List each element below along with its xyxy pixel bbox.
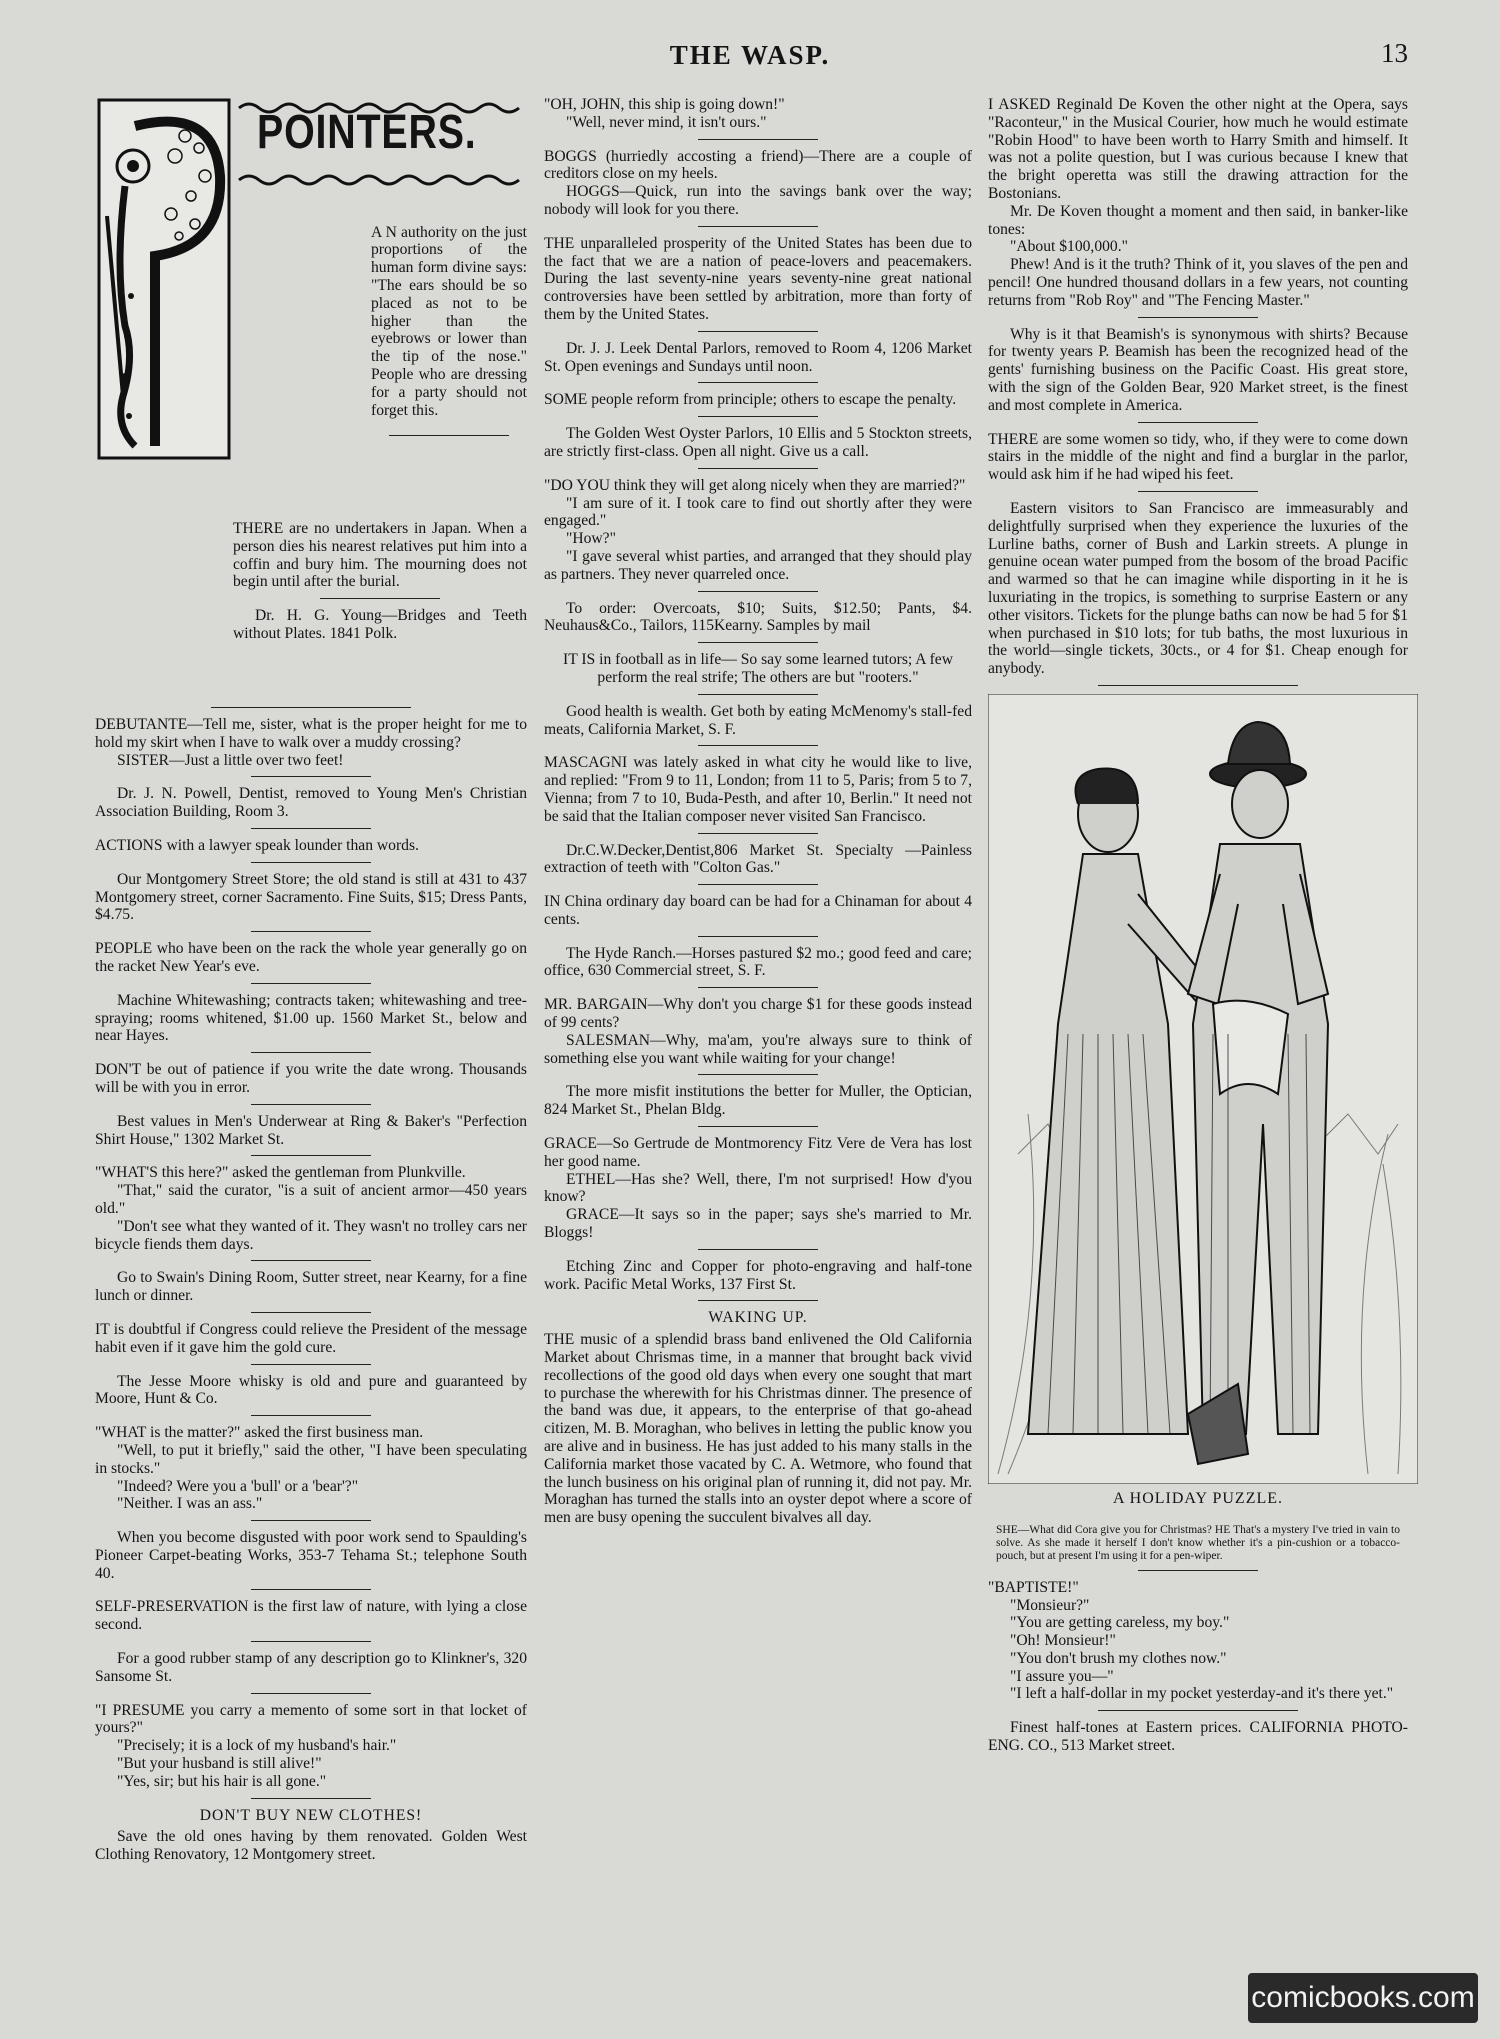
- page-number: 13: [1381, 38, 1408, 68]
- salesman-answer: SALESMAN—Why, ma'am, you're always sure to think of something else you want while waiting for your change!: [544, 1031, 972, 1067]
- divider: [1098, 685, 1298, 686]
- jesse-moore-ad: The Jesse Moore whisky is old and pure and guaranteed by Moore, Hunt & Co.: [95, 1372, 527, 1408]
- careless-line: "You are getting careless, my boy.": [1010, 1614, 1230, 1632]
- married-question: "DO YOU think they will get along nicely when they are married?": [544, 476, 966, 494]
- young-ad: Dr. H. G. Young—Bridges and Teeth without Plates. 1841 Polk.: [233, 607, 527, 642]
- divider: [698, 884, 818, 885]
- divider: [1138, 317, 1258, 318]
- divider: [251, 1641, 371, 1642]
- swain-ad: Go to Swain's Dining Room, Sutter street, near Kearny, for a fine lunch or dinner.: [95, 1269, 527, 1305]
- column-2: [544, 96, 972, 1527]
- pointers-title: POINTERS.: [257, 106, 477, 159]
- divider: [698, 416, 818, 417]
- oyster-parlors-ad: The Golden West Oyster Parlors, 10 Ellis and 5 Stockton streets, are strictly first-class. Open all night. Give us a call.: [544, 425, 972, 460]
- hoggs-paragraph: HOGGS—Quick, run into the savings bank over the way; nobody will look for you there.: [544, 183, 972, 218]
- pacific-metal-ad: Etching Zinc and Copper for photo-engraving and half-tone work. Pacific Metal Works, 137 First St.: [544, 1257, 972, 1293]
- pointers-intro-text: A N authority on the just proportions of the human form divine says: "The ears should be so placed as not to be higher than the eyebrows or lower than the tip of the nose." People who are dressing for a party should not forget this.: [371, 223, 527, 419]
- congress-paragraph: IT is doubtful if Congress could relieve the President of the message habit even if it gave him the gold cure.: [95, 1320, 527, 1356]
- divider: [251, 1104, 371, 1105]
- how-question: "How?": [566, 530, 616, 548]
- divider: [698, 1074, 818, 1075]
- john-ship-question: "OH, JOHN, this ship is going down!": [544, 96, 785, 113]
- divider: [211, 707, 411, 708]
- baptiste-call: "BAPTISTE!": [988, 1578, 1079, 1596]
- divider: [251, 1052, 371, 1053]
- golden-west-clothing-ad: Save the old ones having by them renovated. Golden West Clothing Renovatory, 12 Montgomery street.: [95, 1828, 527, 1864]
- prosperity-paragraph: THE unparalleled prosperity of the United States has been due to the fact that we are a nation of peace-lovers and peacemakers. During the last seventy-nine years seventy-nine great national controversies have been settled by arbitration, more than forty of them by the United States.: [544, 234, 972, 323]
- john-ship-answer: "Well, never mind, it isn't ours.": [566, 113, 767, 131]
- divider: [320, 598, 440, 599]
- de-koven-paragraph: I ASKED Reginald De Koven the other night at the Opera, says "Raconteur," in the Musical Courier, how much he would estimate "Robin Hood" to have been worth to Harry Smith and himself. It was not a polite question, but I was curious because I knew that the bright operetta was still the drawing attraction for the Bostonians.: [988, 96, 1408, 202]
- page-header: [0, 34, 1500, 74]
- divider: [251, 862, 371, 863]
- armor-answer: "That," said the curator, "is a suit of ancient armor—450 years old.": [95, 1182, 527, 1217]
- ethel-paragraph: ETHEL—Has she? Well, there, I'm not surprised! How d'you know?: [544, 1170, 972, 1206]
- divider: [251, 776, 371, 777]
- magazine-title: THE WASP.: [669, 40, 831, 70]
- divider: [698, 694, 818, 695]
- holiday-puzzle-title: A HOLIDAY PUZZLE.: [1112, 1489, 1284, 1507]
- watermark-logo: comicbooks.com: [1248, 1973, 1478, 2023]
- half-dollar-line: "I left a half-dollar in my pocket yesterday-and it's there yet.": [1010, 1685, 1394, 1703]
- monsieur-reply: "Monsieur?": [1010, 1596, 1090, 1614]
- people-rack-paragraph: PEOPLE who have been on the rack the whole year generally go on the racket New Year's eve.: [95, 940, 527, 975]
- mcmenomy-ad: Good health is wealth. Get both by eating McMenomy's stall-fed meats, California Market, S. F.: [544, 702, 972, 738]
- dont-patience-paragraph: DON'T be out of patience if you write the date wrong. Thousands will be with you in error.: [95, 1061, 527, 1096]
- pointers-title-banner: [235, 100, 527, 186]
- divider: [698, 226, 818, 227]
- divider: [251, 931, 371, 932]
- lurline-baths-ad: Eastern visitors to San Francisco are immeasurably and delightfully surprised when they experience the luxuries of the Lurline baths, corner of Bush and Larkin streets. A plunge in genuine ocean water pumped from the bosom of the broad Pacific and warmed so that he can imagine while disporting in it he is luxuriating in the tropics, is something to surprise Eastern or any other visitors. Tickets for the plunge baths can now be had 5 for $1 when purchased in $10 lots; for tub baths, the most luxurious in the world—single tickets, 30cts., or 4 for $1. Cheap enough for anybody.: [988, 499, 1408, 678]
- sister-paragraph: SISTER—Just a little over two feet!: [117, 751, 344, 769]
- divider: [698, 936, 818, 937]
- tidy-women-paragraph: THERE are some women so tidy, who, if they were to come down stairs in the middle of the night and find a burglar in the parlor, would ask him if he had wiped his feet.: [988, 430, 1408, 484]
- divider: [1138, 1570, 1258, 1571]
- phew-paragraph: Phew! And is it the truth? Think of it, you slaves of the pen and pencil! One hundred thousand dollars in a few years, not counting returns from "Rob Roy" and "The Fencing Master.": [988, 256, 1408, 309]
- decker-ad: Dr.C.W.Decker,Dentist,806 Market St. Specialty —Painless extraction of teeth with "Colton Gas.": [544, 841, 972, 877]
- divider: [698, 642, 818, 643]
- ring-baker-ad: Best values in Men's Underwear at Ring & Baker's "Perfection Shirt House," 1302 Market St.: [95, 1112, 527, 1148]
- divider: [698, 591, 818, 592]
- locket-question: "I PRESUME you carry a memento of some sort in that locket of yours?": [95, 1701, 527, 1737]
- divider: [251, 983, 371, 984]
- divider: [251, 1415, 371, 1416]
- divider: [698, 468, 818, 469]
- divider: [1098, 1710, 1298, 1711]
- hyde-ranch-ad: The Hyde Ranch.—Horses pastured $2 mo.; good feed and care; office, 630 Commercial street, S. F.: [544, 944, 972, 980]
- actions-paragraph: ACTIONS with a lawyer speak lounder than words.: [95, 836, 419, 854]
- bargain-question: MR. BARGAIN—Why don't you charge $1 for these goods instead of 99 cents?: [544, 996, 972, 1032]
- divider: [251, 1589, 371, 1590]
- locket-answer: "Precisely; it is a lock of my husband's hair.": [117, 1737, 397, 1755]
- football-verse: IT IS in football as in life— So say some learned tutors; A few perform the real strife; The others are but "rooters.": [563, 651, 953, 686]
- waking-up-article: THE music of a splendid brass band enlivened the Old California Market about Chrismas time, in a manner that brought back vivid recollections of the good old days when every one sought that mart to purchase the wherewith for his Christmas dinner. The presence of the band was due, it appears, to the enterprise of that go-ahead citizen, M. B. Moraghan, who belives in letting the public know you are alive and in business. He has just added to his many stalls in the California market those vacated by C. A. Wetmore, who found that the lunch business on his original plan of running it, did not pay. Mr. Moraghan has turned the stalls into an oyster depot where a score of men are busy opening the succulent bivalves all day.: [544, 1331, 972, 1527]
- divider: [698, 1249, 818, 1250]
- brush-clothes-line: "You don't brush my clothes now.": [1010, 1649, 1227, 1667]
- self-preservation-paragraph: SELF-PRESERVATION is the first law of nature, with lying a close second.: [95, 1598, 527, 1634]
- california-photo-eng-ad: Finest half-tones at Eastern prices. CALIFORNIA PHOTO-ENG. CO., 513 Market street.: [988, 1719, 1408, 1755]
- divider: [1138, 491, 1258, 492]
- armor-question: "WHAT'S this here?" asked the gentleman from Plunkville.: [95, 1164, 466, 1182]
- married-answer: "I am sure of it. I took care to find out shortly after they were engaged.": [544, 494, 972, 530]
- divider: [251, 1520, 371, 1521]
- spaulding-ad: When you become disgusted with poor work send to Spaulding's Pioneer Carpet-beating Works, 353-7 Tehama St.; telephone South 40.: [95, 1529, 527, 1582]
- debutante-paragraph: DEBUTANTE—Tell me, sister, what is the proper height for me to hold my skirt when I have to walk over a muddy crossing?: [95, 716, 527, 751]
- pointers-lower-text: [233, 520, 527, 643]
- reform-paragraph: SOME people reform from principle; others to escape the penalty.: [544, 391, 957, 409]
- holiday-puzzle-illustration: [988, 694, 1418, 1484]
- holiday-puzzle-caption: SHE—What did Cora give you for Christmas? HE That's a mystery I've tried in vain to solve. As she made it herself I don't know whether it's a pin-cushion or a tobacco-pouch, but at present I'm using it for a pen-wiper.: [996, 1523, 1400, 1562]
- divider: [389, 435, 509, 436]
- divider: [251, 1364, 371, 1365]
- de-koven-thought: Mr. De Koven thought a moment and then said, in banker-like tones:: [988, 202, 1408, 238]
- oh-monsieur-line: "Oh! Monsieur!": [1010, 1632, 1116, 1650]
- de-koven-amount: "About $100,000.": [1010, 238, 1128, 256]
- boggs-paragraph: BOGGS (hurriedly accosting a friend)—There are a couple of creditors close on my heels.: [544, 147, 972, 183]
- divider: [251, 1798, 371, 1799]
- divider: [251, 1693, 371, 1694]
- column-3: [988, 96, 1408, 1755]
- leek-ad: Dr. J. J. Leek Dental Parlors, removed to Room 4, 1206 Market St. Open evenings and Sundays until noon.: [544, 339, 972, 375]
- grace-paragraph: GRACE—So Gertrude de Montmorency Fitz Vere de Vera has lost her good name.: [544, 1135, 972, 1170]
- matter-question: "WHAT is the matter?" asked the first business man.: [95, 1424, 424, 1442]
- mascagni-paragraph: MASCAGNI was lately asked in what city he would like to live, and replied: "From 9 to 11, London; from 11 to 5, Paris; from 5 to 7, Vienna; from 7 to 10, Buda-Pesth, and after 10, Berlin." It need not be said that the Italian composer never visited San Francisco.: [544, 754, 972, 825]
- divider: [251, 1312, 371, 1313]
- assure-line: "I assure you—": [1010, 1667, 1114, 1685]
- divider: [251, 1260, 371, 1261]
- grace-reply: GRACE—It says so in the paper; says she's married to Mr. Bloggs!: [544, 1206, 972, 1242]
- powell-ad: Dr. J. N. Powell, Dentist, removed to Young Men's Christian Association Building, Room 3.: [95, 785, 527, 821]
- whitewashing-ad: Machine Whitewashing; contracts taken; whitewashing and tree-spraying; rooms whitened, $1.00 up. 1560 Market St., below and near Hayes.: [95, 991, 527, 1045]
- matter-answer: "Well, to put it briefly," said the other, "I have been speculating in stocks.": [95, 1441, 527, 1477]
- klinkner-ad: For a good rubber stamp of any description go to Klinkner's, 320 Sansome St.: [95, 1650, 527, 1685]
- neuhaus-ad: To order: Overcoats, $10; Suits, $12.50; Pants, $4. Neuhaus&Co., Tailors, 115Kearny. Samples by mail: [544, 599, 972, 635]
- dont-buy-heading: DON'T BUY NEW CLOTHES!: [199, 1806, 423, 1824]
- divider: [698, 382, 818, 383]
- hair-gone: "Yes, sir; but his hair is all gone.": [117, 1772, 327, 1790]
- divider: [698, 833, 818, 834]
- montgomery-store-ad: Our Montgomery Street Store; the old stand is still at 431 to 437 Montgomery street, corner Sacramento. Fine Suits, $15; Dress Pants, $4.75.: [95, 870, 527, 924]
- divider: [698, 1300, 818, 1301]
- beamish-ad: Why is it that Beamish's is synonymous with shirts? Because for twenty years P. Beamish has been the recognized head of the gents' furnishing business on the Pacific Coast. His great store, with the sign of the Golden Bear, 920 Market street, is the finest and most complete in America.: [988, 325, 1408, 414]
- divider: [251, 828, 371, 829]
- neither-ass: "Neither. I was an ass.": [117, 1495, 263, 1513]
- bull-bear: "Indeed? Were you a 'bull' or a 'bear'?": [117, 1477, 359, 1495]
- divider: [698, 745, 818, 746]
- pointers-initial-illustration: [95, 96, 233, 462]
- divider: [251, 1155, 371, 1156]
- armor-reply: "Don't see what they wanted of it. They wasn't no trolley cars ner bicycle fiends them days.: [95, 1217, 527, 1253]
- divider: [698, 1126, 818, 1127]
- whist-answer: "I gave several whist parties, and arranged that they should play as partners. They never quarreled once.: [544, 547, 972, 583]
- undertakers-paragraph: THERE are no undertakers in Japan. When a person dies his nearest relatives put him into a coffin and bury him. The mourning does not begin until after the burial.: [233, 520, 527, 591]
- muller-ad: The more misfit institutions the better for Muller, the Optician, 824 Market St., Phelan Bldg.: [544, 1083, 972, 1119]
- divider: [698, 331, 818, 332]
- china-paragraph: IN China ordinary day board can be had for a Chinaman for about 4 cents.: [544, 893, 972, 928]
- pointers-intro: [371, 208, 527, 444]
- divider: [698, 987, 818, 988]
- divider: [1138, 422, 1258, 423]
- divider: [698, 139, 818, 140]
- husband-alive: "But your husband is still alive!": [117, 1755, 322, 1773]
- column-1: [95, 96, 527, 1864]
- waking-up-heading: WAKING UP.: [708, 1309, 808, 1327]
